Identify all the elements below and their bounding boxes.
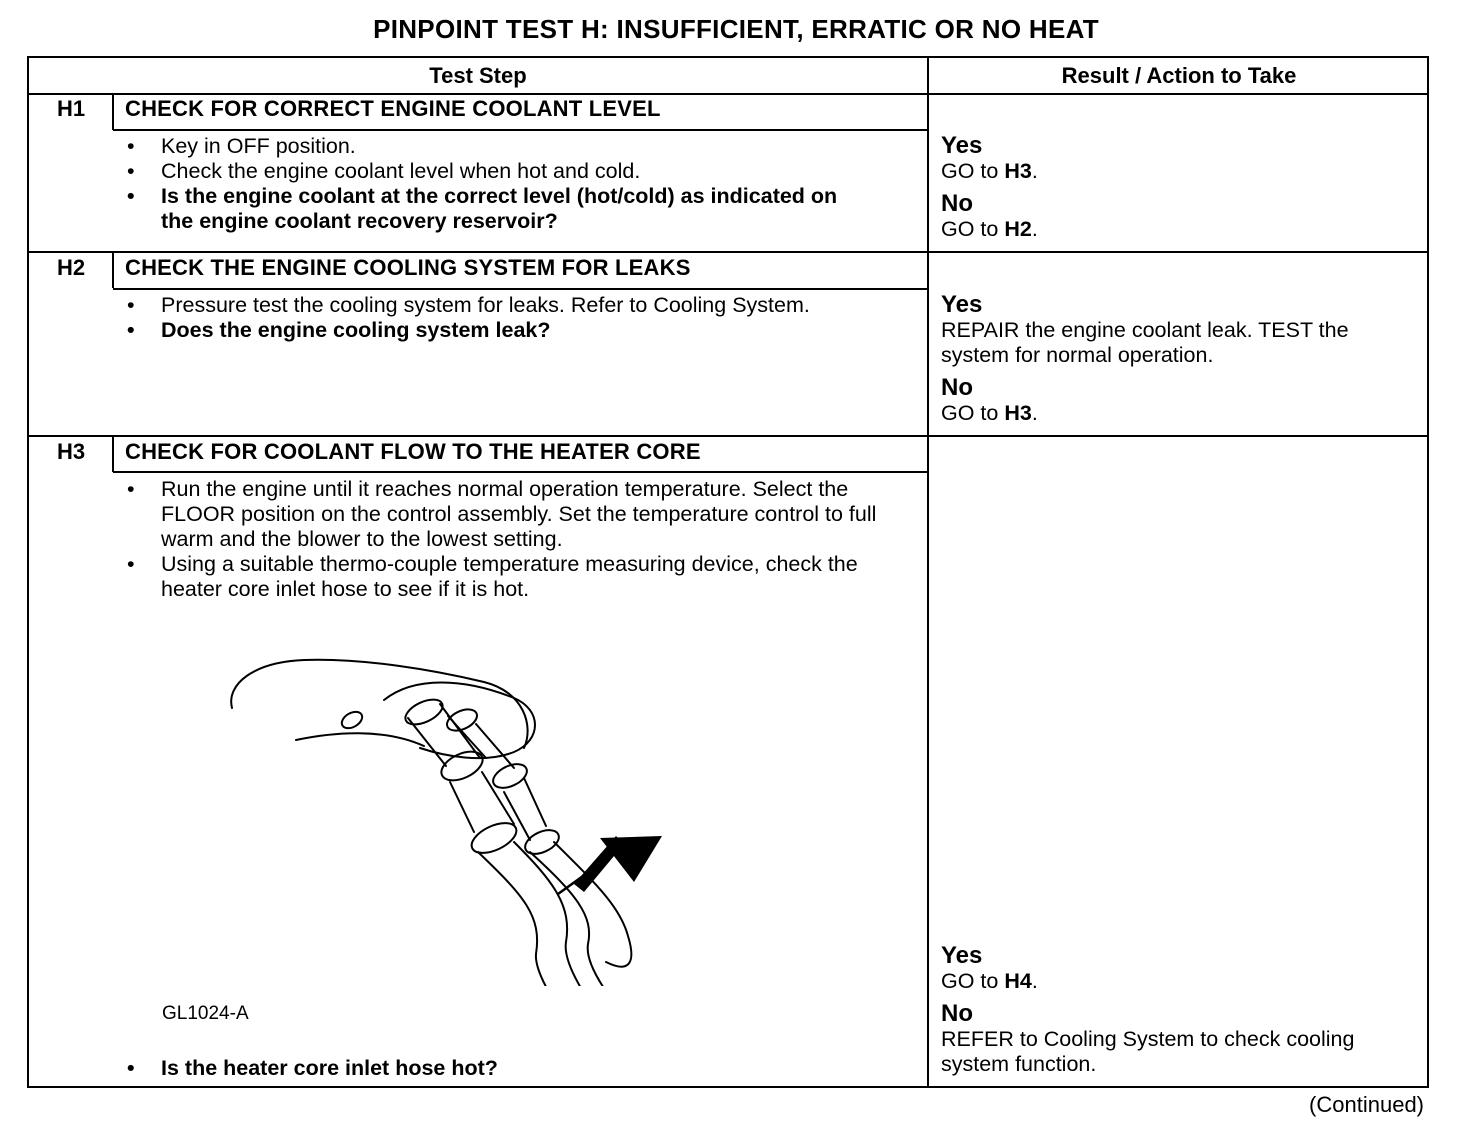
result-h3 xyxy=(941,942,1411,1083)
yes-label: Yes xyxy=(941,132,983,159)
instruction-item: • Key in OFF position. xyxy=(121,134,841,159)
pinpoint-test-table xyxy=(27,56,1429,1088)
hose-left-outer xyxy=(478,852,584,986)
result-h1 xyxy=(941,132,1038,248)
instruction-question: • Does the engine cooling system leak? xyxy=(121,318,841,343)
step-id-h3: H3 xyxy=(56,439,86,464)
yes-action: REPAIR the engine coolant leak. TEST the system for normal operation. xyxy=(941,318,1349,367)
no-target: H2 xyxy=(1004,217,1032,241)
result-h2 xyxy=(941,291,1411,432)
no-action-text: GO to xyxy=(941,401,1005,425)
header-divider xyxy=(29,93,1429,95)
yes-action-text: GO to xyxy=(941,969,1005,993)
heater-hose-illustration xyxy=(224,656,684,986)
step-id-h1: H1 xyxy=(56,96,86,121)
step-divider xyxy=(29,251,1429,253)
yes-action-text: GO to xyxy=(941,159,1005,183)
step-instructions-h1 xyxy=(121,134,841,234)
instruction-item: • Run the engine until it reaches normal operation temperature. Select the FLOOR position on the control assembly. Set the temperature control to full warm and the blower to the lowest setting. xyxy=(121,477,881,552)
connector-2 xyxy=(489,759,530,792)
instruction-item: • Check the engine coolant level when hot and cold. xyxy=(121,159,841,184)
no-action-end: . xyxy=(1031,217,1038,241)
step-title-h1: CHECK FOR CORRECT ENGINE COOLANT LEVEL xyxy=(125,96,661,121)
pipe-right xyxy=(448,716,514,768)
column-header-test-step: Test Step xyxy=(429,63,527,88)
no-action-end: . xyxy=(1031,401,1038,425)
yes-action xyxy=(941,159,1038,184)
no-target: H3 xyxy=(1004,401,1032,425)
yes-action xyxy=(941,969,1411,994)
page-title: PINPOINT TEST H: INSUFFICIENT, ERRATIC OR NO HEAT xyxy=(373,14,1099,44)
step-question-h3 xyxy=(121,1056,881,1081)
yes-target: H4 xyxy=(1004,969,1032,993)
no-action: REFER to Cooling System to check cooling system function. xyxy=(941,1027,1355,1076)
figure-caption: GL1024-A xyxy=(162,1003,249,1024)
no-label: No xyxy=(941,190,973,217)
no-label: No xyxy=(941,374,973,401)
no-label: No xyxy=(941,1000,973,1027)
instruction-question: • Is the engine coolant at the correct level (hot/cold) as indicated on the engine coolant recovery reservoir? xyxy=(121,184,841,234)
pipe-stub-1 xyxy=(402,694,447,729)
yes-label: Yes xyxy=(941,942,983,969)
step-divider xyxy=(29,435,1429,437)
instruction-question: • Is the heater core inlet hose hot? xyxy=(121,1056,881,1081)
step-title-h3: CHECK FOR COOLANT FLOW TO THE HEATER CORE xyxy=(125,439,701,464)
column-divider xyxy=(927,58,929,1088)
pipe-left xyxy=(408,704,480,766)
yes-label: Yes xyxy=(941,291,983,318)
step-title-h2: CHECK THE ENGINE COOLING SYSTEM FOR LEAKS xyxy=(125,255,691,280)
no-action xyxy=(941,217,1038,242)
instruction-item: • Using a suitable thermo-couple temperature measuring device, check the heater core inlet hose to see if it is hot. xyxy=(121,552,881,602)
step-id-h2: H2 xyxy=(56,255,86,280)
no-action-text: GO to xyxy=(941,217,1005,241)
panel-edge xyxy=(296,733,424,746)
yes-action-end: . xyxy=(1031,969,1038,993)
pointer-arrow-body xyxy=(574,836,624,892)
step-instructions-h2 xyxy=(121,293,841,343)
step-instructions-h3 xyxy=(121,477,881,602)
column-header-result: Result / Action to Take xyxy=(1061,63,1297,88)
yes-action-end: . xyxy=(1031,159,1038,183)
step-title-divider xyxy=(113,288,927,290)
continued-label: (Continued) xyxy=(1309,1092,1424,1117)
hose-end-2 xyxy=(521,825,562,858)
yes-target: H3 xyxy=(1004,159,1032,183)
step-title-divider xyxy=(113,129,927,131)
panel-hole xyxy=(339,708,365,731)
no-action xyxy=(941,401,1411,426)
instruction-item: • Pressure test the cooling system for leaks. Refer to Cooling System. xyxy=(121,293,841,318)
step-title-divider xyxy=(113,471,927,473)
